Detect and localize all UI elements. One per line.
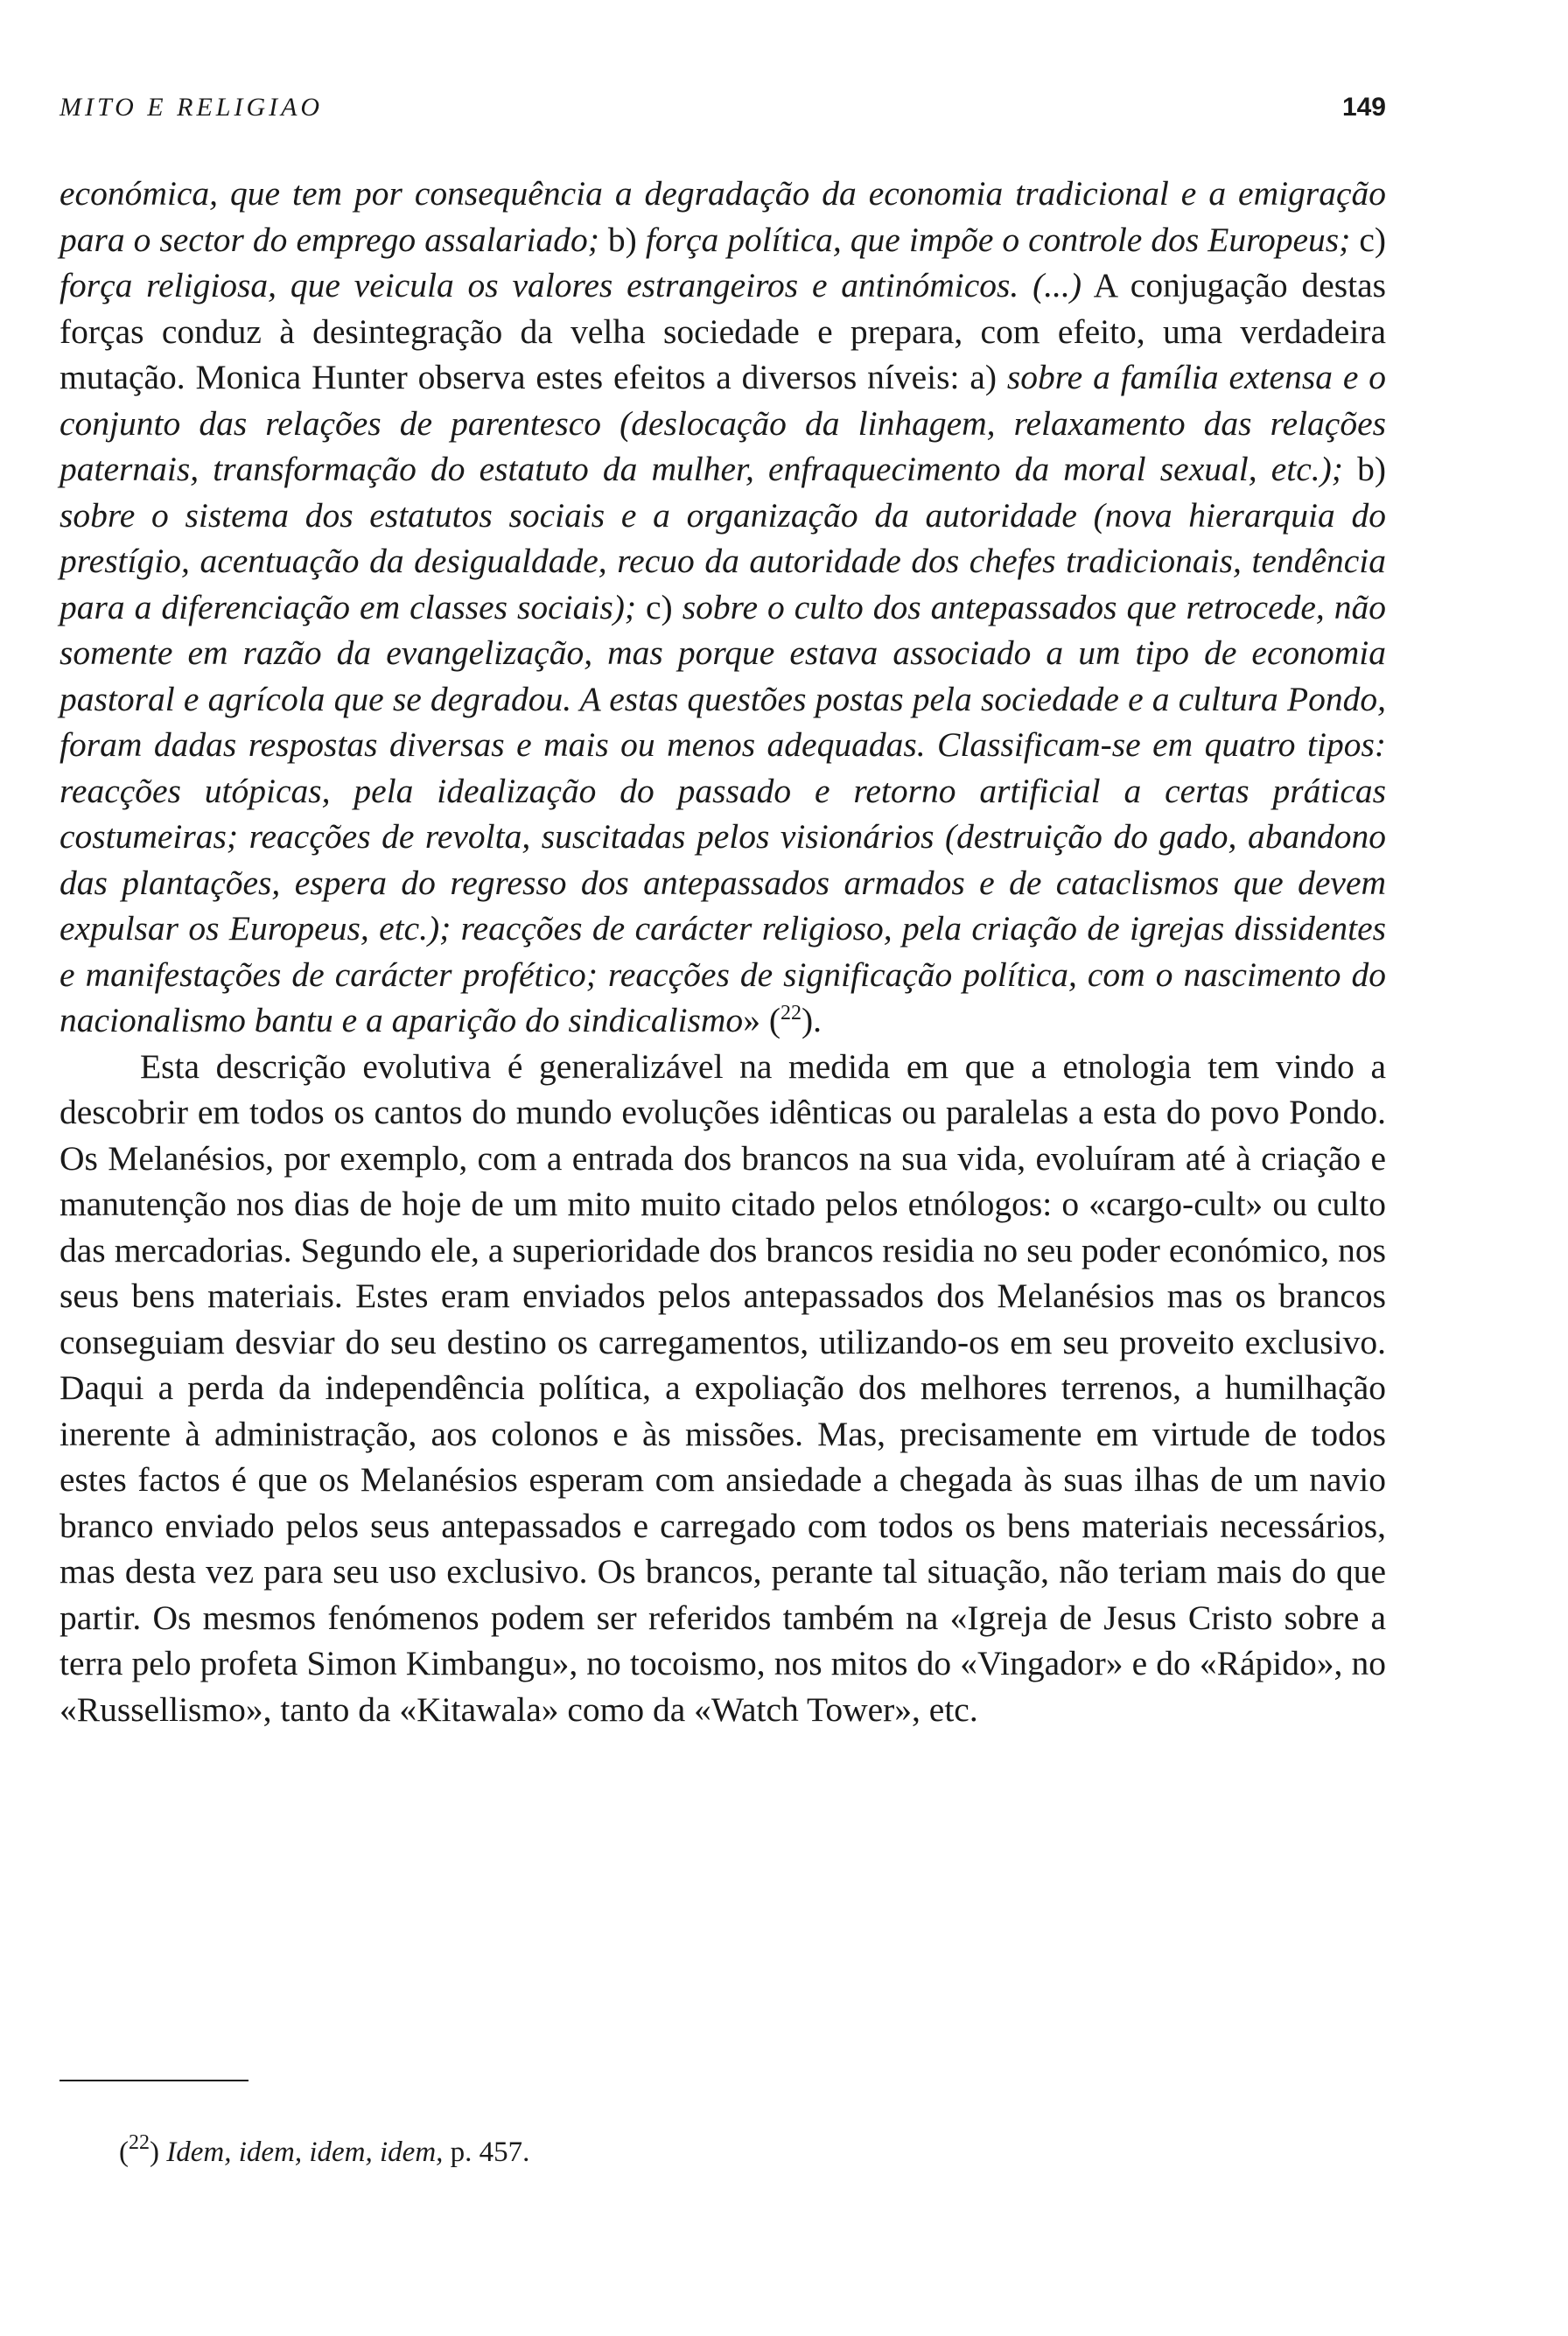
footnote-page-ref: p. 457. [443, 2137, 530, 2168]
text-roman: c) [1350, 220, 1387, 259]
footnote-paren: ( [119, 2137, 129, 2168]
text-roman: b) [1342, 450, 1386, 488]
text-roman: A conjugação destas forças conduz à desintegração da velha sociedade e prepara, com efeito, uma verdadeira mutação. Monica Hunter observa estes efeitos a diversos níveis: a) [60, 266, 1386, 396]
footnote-number: 22 [129, 2131, 150, 2154]
footnote-divider [60, 2080, 248, 2081]
text-roman: ). [801, 1001, 822, 1039]
paragraph-quotation [60, 171, 1386, 1044]
paragraph-evolution: Esta descrição evolutiva é generalizável na medida em que a etnologia tem vindo a descobrir em todos os cantos do mundo evoluções idênticas ou paralelas a esta do povo Pondo. Os Melanésios, por exemplo, com a entrada dos brancos na sua vida, evoluíram até à criação e manutenção nos dias de hoje de um mito muito citado pelos etnólogos: o «cargo-cult» ou culto das mercadorias. Segundo ele, a superioridade dos brancos residia no seu poder económico, nos seus bens materiais. Estes eram enviados pelos antepassados dos Melanésios mas os brancos conseguiam desviar do seu destino os carregamentos, utilizando-os em seu proveito exclusivo. Daqui a perda da independência política, a expoliação dos melhores terrenos, a humilhação inerente à administração, aos colonos e às missões. Mas, precisamente em virtude de todos estes factos é que os Melanésios esperam com ansiedade a chegada às suas ilhas de um navio branco enviado pelos seus antepassados e carregado com todos os bens materiais necessários, mas desta vez para seu uso exclusivo. Os brancos, perante tal situação, não teriam mais do que partir. Os mesmos fenómenos podem ser referidos também na «Igreja de Jesus Cristo sobre a terra pelo profeta Simon Kimbangu», no tocoismo, nos mitos do «Vingador» e do «Rápido», no «Russellismo», tanto da «Kitawala» como da «Watch Tower», etc. [60, 1046, 1386, 1729]
text-italic: económica, que tem por consequência a degradação da economia tradicional e a emigração para o sector do emprego assalariado; [60, 174, 1386, 259]
footnote-text: Idem, idem, idem, idem, [166, 2137, 444, 2168]
page-number: 149 [1341, 93, 1386, 122]
footnote-paren: ) [150, 2137, 159, 2168]
text-roman: » ( [743, 1001, 780, 1039]
text-italic: sobre o sistema dos estatutos sociais e a organização da autoridade (nova hierarquia do prestígio, acentuação da desigualdade, recuo da autoridade dos chefes tradicionais, tendência para a diferenciação em classes sociais); [60, 495, 1386, 626]
footnote [119, 2131, 530, 2170]
text-roman: b) [598, 220, 646, 259]
text-italic: sobre a família extensa e o conjunto das relações de parentesco (deslocação da linhagem, relaxamento das relações paternais, transformação do estatuto da mulher, enfraquecimento da moral sexual, etc.); [60, 358, 1386, 488]
footnote-reference[interactable]: 22 [780, 1002, 802, 1025]
running-head [60, 87, 1386, 140]
body-text [60, 171, 1386, 1732]
running-title: MITO E RELIGIAO [60, 93, 324, 122]
text-roman: c) [636, 587, 682, 626]
text-italic: força religiosa, que veicula os valores estrangeiros e antinómicos. (...) [60, 266, 1082, 304]
text-italic: sobre o culto dos antepassados que retrocede, não somente em razão da evangelização, mas porque estava associado a um tipo de economia pastoral e agrícola que se degradou. A estas questões postas pela sociedade e a cultura Pondo, foram dadas respostas diversas e mais ou menos adequadas. Classificam-se em quatro tipos: reacções utópicas, pela idealização do passado e retorno artificial a certas práticas costumeiras; reacções de revolta, suscitadas pelos visionários (destruição do gado, abandono das plantações, espera do regresso dos antepassados armados e de cataclismos que devem expulsar os Europeus, etc.); reacções de carácter religioso, pela criação de igrejas dissidentes e manifestações de carácter profético; reacções de significação política, com o nascimento do nacionalismo bantu e a aparição do sindicalismo [60, 587, 1386, 1039]
text-italic: força política, que impõe o controle dos Europeus; [645, 220, 1351, 259]
